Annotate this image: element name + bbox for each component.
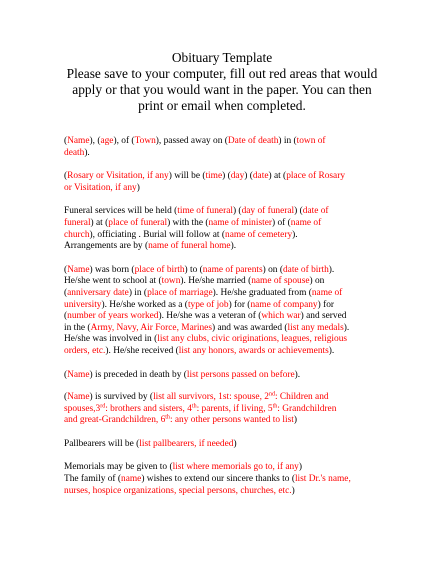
- paragraph-funeral: Funeral services will be held (time of funeral) (day of funeral) (date of funeral) at (place of funeral) with the (name of minister) of (name of church), officiating . Burial will follow at (name of cemetery). Arrangements are by (name of funeral home).: [64, 206, 329, 252]
- fill-in-town-of-death[interactable]: town of: [296, 136, 326, 146]
- fill-in-date-of-birth[interactable]: date of birth: [282, 264, 329, 275]
- fill-in-time[interactable]: time: [205, 171, 223, 182]
- instruction-line: Please save to your computer, fill out red areas that would: [66, 66, 378, 81]
- fill-in-name-of-church[interactable]: church: [64, 229, 90, 240]
- fill-in-name[interactable]: Name: [67, 264, 90, 275]
- fill-in-memorials[interactable]: list where memorials go to, if any: [172, 462, 299, 473]
- fill-in-which-war[interactable]: which war: [261, 311, 301, 322]
- paragraph-memorials: Memorials may be given to (list where memorials go to, if any) The family of (name) wishes to extend our sincere thanks to (list Dr.'s name, nurses, hospice organizations, special persons, churches, etc.): [64, 462, 351, 496]
- fill-in-town-of-death[interactable]: death: [64, 147, 85, 158]
- fill-in-medals[interactable]: list any medals: [287, 322, 344, 333]
- fill-in-place-of-rosary[interactable]: place of Rosary: [286, 171, 346, 182]
- paragraph-preceded: (Name) is preceded in death by (list persons passed on before).: [64, 369, 301, 380]
- fill-in-place-of-funeral[interactable]: place of funeral: [108, 217, 168, 228]
- fill-in-date[interactable]: date: [252, 171, 269, 182]
- fill-in-name-of-church[interactable]: name of: [290, 217, 322, 228]
- fill-in-honors[interactable]: list any honors, awards or achievements: [178, 345, 329, 356]
- fill-in-thanks-list[interactable]: nurses, hospice organizations, special persons, churches, etc.: [64, 485, 292, 496]
- fill-in-thanks-list[interactable]: list Dr.'s name,: [294, 474, 351, 485]
- fill-in-day-of-funeral[interactable]: day of funeral: [241, 206, 295, 217]
- fill-in-clubs[interactable]: list any clubs, civic originations, leagues, religious: [157, 334, 348, 345]
- fill-in-type-of-job[interactable]: type of job: [187, 299, 229, 310]
- fill-in-years-worked[interactable]: number of years worked: [67, 311, 159, 322]
- fill-in-name-of-cemetery[interactable]: name of cemetery: [225, 229, 293, 240]
- fill-in-place-of-birth[interactable]: place of birth: [134, 264, 185, 275]
- fill-in-town[interactable]: Town: [134, 136, 156, 146]
- fill-in-date-of-death[interactable]: Date of death: [227, 136, 279, 146]
- fill-in-university[interactable]: name of: [311, 287, 343, 298]
- template-body: [64, 136, 380, 497]
- fill-in-preceded-persons[interactable]: list persons passed on before: [186, 369, 295, 380]
- fill-in-school-town[interactable]: town: [161, 276, 181, 287]
- fill-in-time-of-funeral[interactable]: time of funeral: [177, 206, 233, 217]
- fill-in-place-of-rosary[interactable]: or Visitation, if any: [64, 182, 137, 193]
- fill-in-funeral-home[interactable]: name of funeral home: [148, 241, 231, 252]
- fill-in-date-of-funeral[interactable]: funeral: [64, 217, 91, 228]
- paragraph-pallbearers: Pallbearers will be (list pallbearers, if needed): [64, 438, 237, 449]
- fill-in-family-name[interactable]: name: [121, 474, 142, 485]
- fill-in-military-branch[interactable]: Army, Navy, Air Force, Marines: [90, 322, 212, 333]
- fill-in-name-of-spouse[interactable]: name of spouse: [251, 276, 310, 287]
- paragraph-rosary: (Rosary or Visitation, if any) will be (time) (day) (date) at (place of Rosary or Visitation, if any): [64, 171, 346, 193]
- paragraph-survivors: (Name) is survived by (list all survivors, 1st: spouse, 2nd: Children and spouses,3rd: brothers and sisters, 4th: parents, if living, 5th: Grandchildren and great-Grandchildren, 6th: any other persons wanted to list): [64, 391, 337, 426]
- fill-in-name[interactable]: Name: [67, 392, 90, 403]
- fill-in-name-of-parents[interactable]: name of parents: [202, 264, 263, 275]
- fill-in-clubs[interactable]: orders, etc.: [64, 345, 106, 356]
- fill-in-rosary[interactable]: Rosary or Visitation, if any: [67, 171, 169, 182]
- fill-in-place-of-marriage[interactable]: place of marriage: [147, 287, 213, 298]
- instruction-line: print or email when completed.: [138, 98, 306, 113]
- fill-in-university[interactable]: university: [64, 299, 102, 310]
- fill-in-pallbearers[interactable]: list pallbearers, if needed: [139, 438, 234, 449]
- fill-in-day[interactable]: day: [230, 171, 245, 182]
- fill-in-name-of-minister[interactable]: name of minister: [208, 217, 273, 228]
- paragraph-death-notice: (Name), (age), of (Town), passed away on (Date of death) in (town of death).: [64, 136, 326, 158]
- fill-in-age[interactable]: age: [100, 136, 114, 146]
- fill-in-name[interactable]: Name: [67, 136, 90, 146]
- template-header: [64, 50, 380, 114]
- instruction-line: apply or that you would want in the paper. You can then: [72, 82, 372, 97]
- paragraph-biography: (Name) was born (place of birth) to (name of parents) on (date of birth). He/she went to school at (town). He/she married (name of spouse) on (anniversary date) in (place of marriage). He/she graduated from (name of university). He/she worked as a (type of job) for (name of company) for (number of years worked). He/she was a veteran of (which war) and served in the (Army, Navy, Air Force, Marines) and was awarded (list any medals). He/she was involved in (list any clubs, civic originations, leagues, religious orders, etc.). He/she received (list any honors, awards or achievements).: [64, 264, 350, 356]
- template-title: Obituary Template: [171, 50, 273, 65]
- fill-in-survivors[interactable]: list all survivors, 1st: spouse, 2nd: Children and spouses,3rd: brothers and sisters, 4th: parents, if living, 5th: Grandchildren and great-Grandchildren, 6th: any other persons wanted to list: [64, 391, 337, 426]
- fill-in-anniversary-date[interactable]: anniversary date: [67, 287, 129, 298]
- fill-in-name[interactable]: Name: [67, 369, 90, 380]
- fill-in-date-of-funeral[interactable]: date of: [302, 206, 329, 217]
- fill-in-name-of-company[interactable]: name of company: [250, 299, 318, 310]
